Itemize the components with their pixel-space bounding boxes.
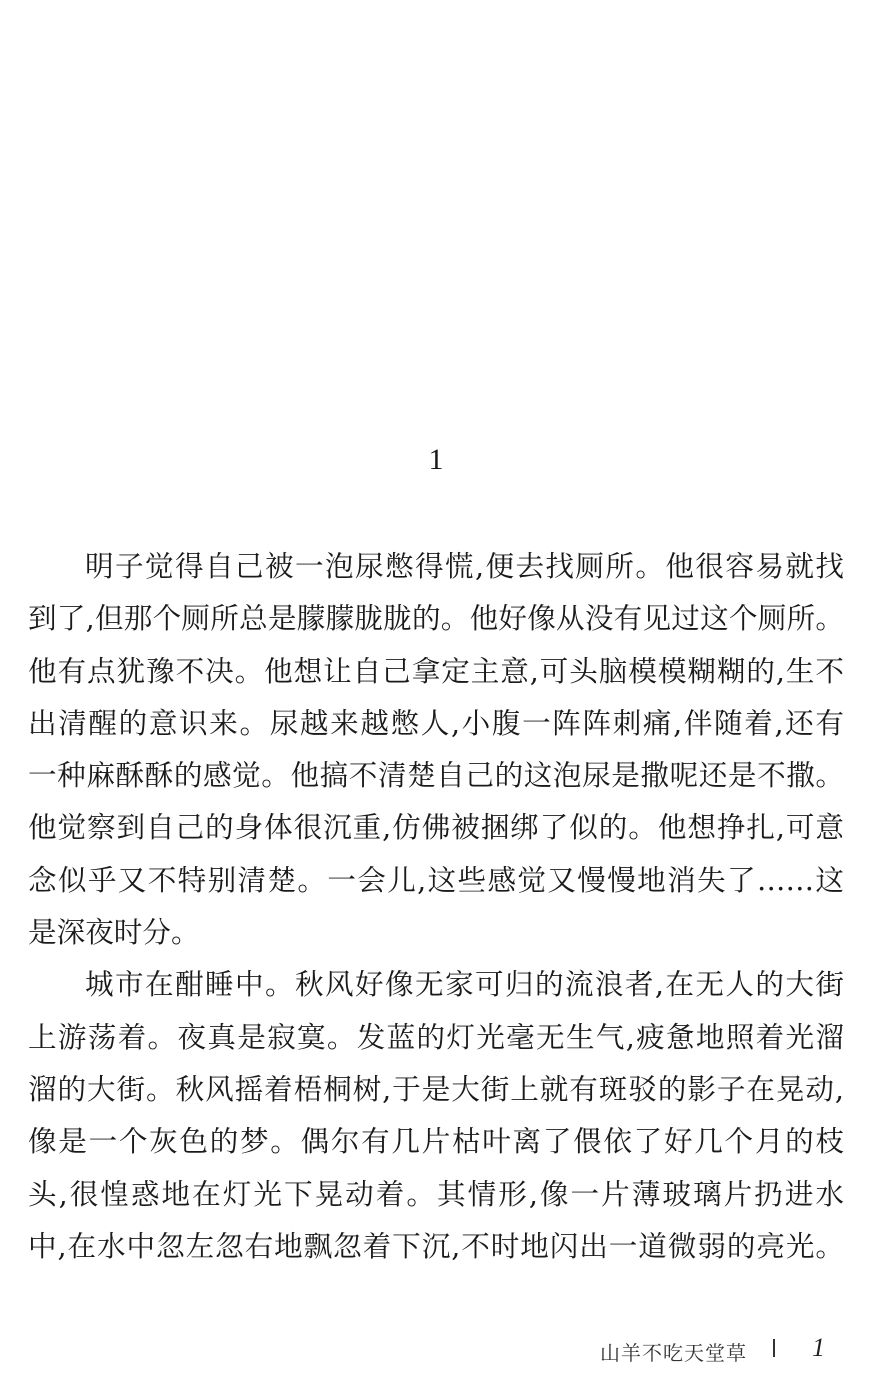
- text-line: 城市在酣睡中。秋风好像无家可归的流浪者,在无人的大街: [85, 967, 844, 1002]
- page-footer: [0, 1333, 872, 1369]
- paragraph-1: [28, 540, 844, 958]
- text-line: 溜的大街。秋风摇着梧桐树,于是大街上就有斑驳的影子在晃动,: [28, 1071, 844, 1106]
- text-line: 他觉察到自己的身体很沉重,仿佛被捆绑了似的。他想挣扎,可意: [28, 810, 844, 845]
- text-line: 明子觉得自己被一泡尿憋得慌,便去找厕所。他很容易就找: [85, 549, 844, 583]
- text-line: 中,在水中忽左忽右地飘忽着下沉,不时地闪出一道微弱的亮光。: [28, 1228, 844, 1263]
- text-line: 念似乎又不特别清楚。一会儿,这些感觉又慢慢地消失了……这: [28, 862, 844, 897]
- text-line: 像是一个灰色的梦。偶尔有几片枯叶离了偎依了好几个月的枝: [28, 1124, 844, 1159]
- chapter-number: 1: [428, 443, 444, 476]
- page-number: 1: [812, 1333, 825, 1362]
- text-line: 上游荡着。夜真是寂寞。发蓝的灯光毫无生气,疲惫地照着光溜: [28, 1019, 844, 1054]
- body-text: [28, 540, 844, 1272]
- text-line: 是深夜时分。: [28, 915, 200, 950]
- book-title: 山羊不吃天堂草: [600, 1341, 747, 1365]
- text-line: 出清醒的意识来。尿越来越憋人,小腹一阵阵刺痛,伴随着,还有: [28, 705, 844, 740]
- text-line: 一种麻酥酥的感觉。他搞不清楚自己的这泡尿是撒呢还是不撒。: [28, 758, 844, 793]
- text-line: 到了,但那个厕所总是朦朦胧胧的。他好像从没有见过这个厕所。: [28, 601, 844, 636]
- paragraph-2: [28, 958, 844, 1272]
- text-line: 他有点犹豫不决。他想让自己拿定主意,可头脑模模糊糊的,生不: [28, 653, 844, 688]
- footer-separator: [773, 1339, 775, 1357]
- text-line: 头,很惶惑地在灯光下晃动着。其情形,像一片薄玻璃片扔进水: [28, 1176, 844, 1211]
